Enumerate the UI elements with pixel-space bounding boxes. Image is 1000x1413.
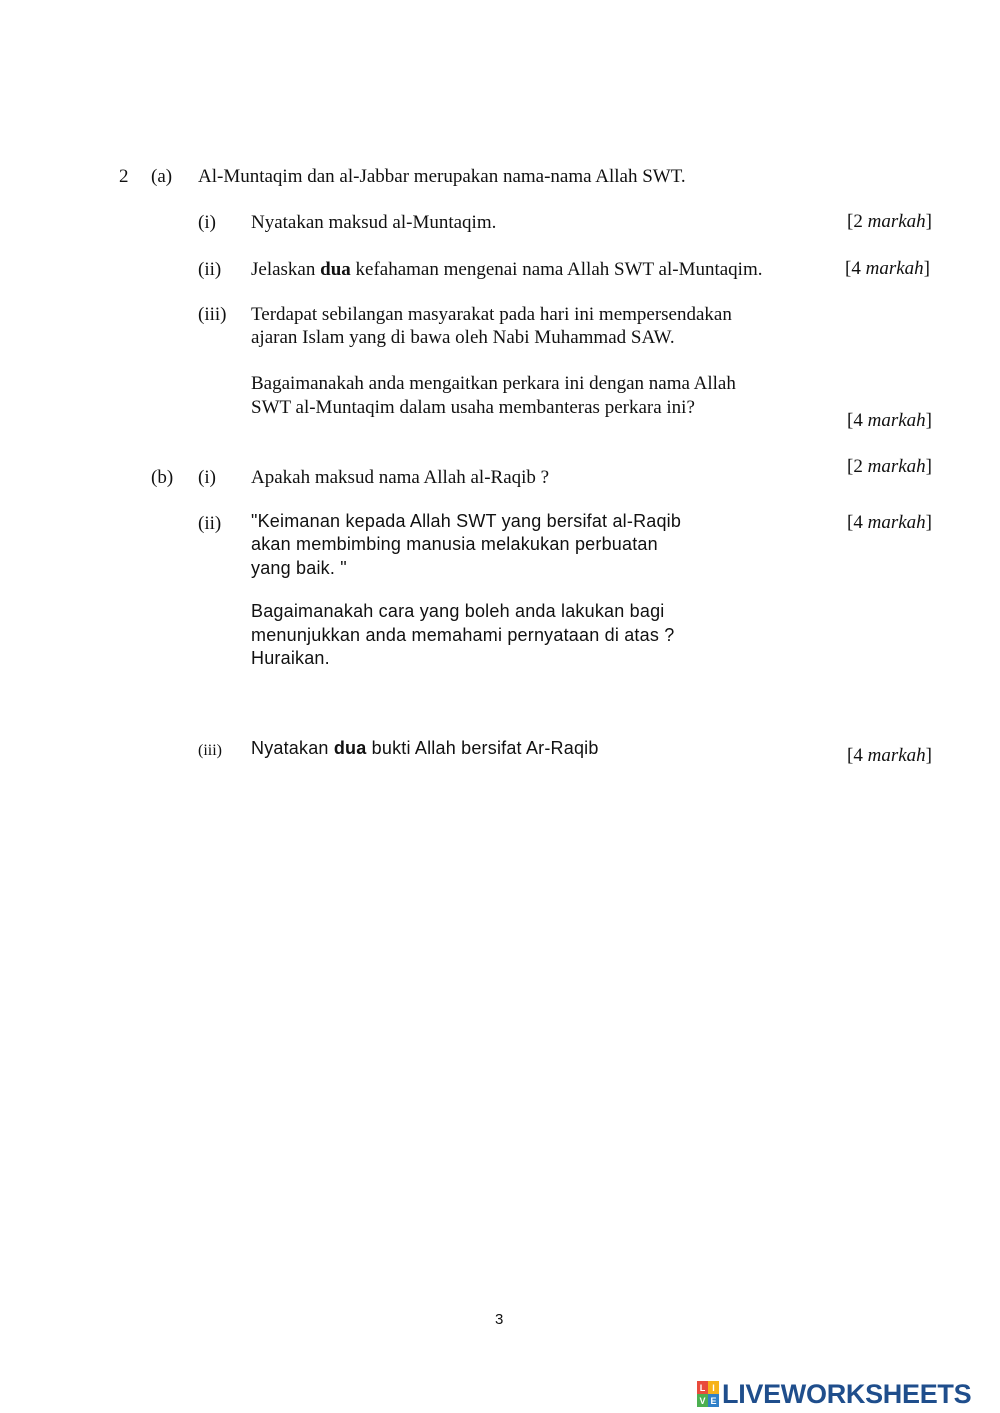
a-ii-label: (ii) bbox=[198, 259, 222, 280]
a-iii-line2: ajaran Islam yang di bawa oleh Nabi Muhammad SAW. bbox=[251, 327, 675, 348]
b-ii-label: (ii) bbox=[198, 513, 222, 534]
part-b-label: (b) bbox=[151, 467, 174, 488]
a-iii-label: (iii) bbox=[198, 304, 227, 325]
b-iii-marks: [4 markah] bbox=[847, 745, 932, 766]
part-a-intro: Al-Muntaqim dan al-Jabbar merupakan nama-nama Allah SWT. bbox=[198, 166, 686, 187]
liveworksheets-logo bbox=[697, 1378, 971, 1410]
a-i-marks: [2 markah] bbox=[847, 211, 932, 232]
a-iii-line3: Bagaimanakah anda mengaitkan perkara ini dengan nama Allah bbox=[251, 373, 736, 394]
b-iii-text: Nyatakan dua bukti Allah bersifat Ar-Raqib bbox=[251, 738, 599, 758]
b-i-label: (i) bbox=[198, 467, 216, 488]
b-ii-line6: Huraikan. bbox=[251, 648, 330, 668]
page-number: 3 bbox=[495, 1311, 504, 1328]
a-iii-marks: [4 markah] bbox=[847, 410, 932, 431]
b-i-marks: [2 markah] bbox=[847, 456, 932, 477]
a-i-text: Nyatakan maksud al-Muntaqim. bbox=[251, 212, 497, 233]
b-iii-label: (iii) bbox=[198, 742, 222, 759]
b-ii-line5: menunjukkan anda memahami pernyataan di atas ? bbox=[251, 625, 675, 645]
b-i-text: Apakah maksud nama Allah al-Raqib ? bbox=[251, 467, 550, 488]
a-iii-line4: SWT al-Muntaqim dalam usaha membanteras perkara ini? bbox=[251, 397, 695, 418]
b-ii-line4: Bagaimanakah cara yang boleh anda lakukan bagi bbox=[251, 601, 665, 621]
a-ii-marks: [4 markah] bbox=[845, 258, 930, 279]
part-a-label: (a) bbox=[151, 166, 173, 187]
liveworksheets-wordmark: LIVEWORKSHEETS bbox=[722, 1378, 972, 1409]
liveworksheets-badge-icon bbox=[697, 1381, 719, 1407]
b-ii-line3: yang baik. " bbox=[251, 558, 347, 578]
badge-letter: L bbox=[697, 1381, 708, 1394]
badge-letter: I bbox=[708, 1381, 719, 1394]
badge-letter: V bbox=[697, 1394, 708, 1407]
a-ii-text: Jelaskan dua kefahaman mengenai nama Allah SWT al-Muntaqim. bbox=[251, 259, 763, 280]
a-iii-line1: Terdapat sebilangan masyarakat pada hari ini mempersendakan bbox=[251, 304, 732, 325]
b-ii-line2: akan membimbing manusia melakukan perbuatan bbox=[251, 534, 658, 554]
b-ii-line1: "Keimanan kepada Allah SWT yang bersifat al-Raqib bbox=[251, 511, 682, 531]
question-number: 2 bbox=[119, 166, 129, 187]
a-i-label: (i) bbox=[198, 212, 216, 233]
badge-letter: E bbox=[708, 1394, 719, 1407]
b-ii-marks: [4 markah] bbox=[847, 512, 932, 533]
